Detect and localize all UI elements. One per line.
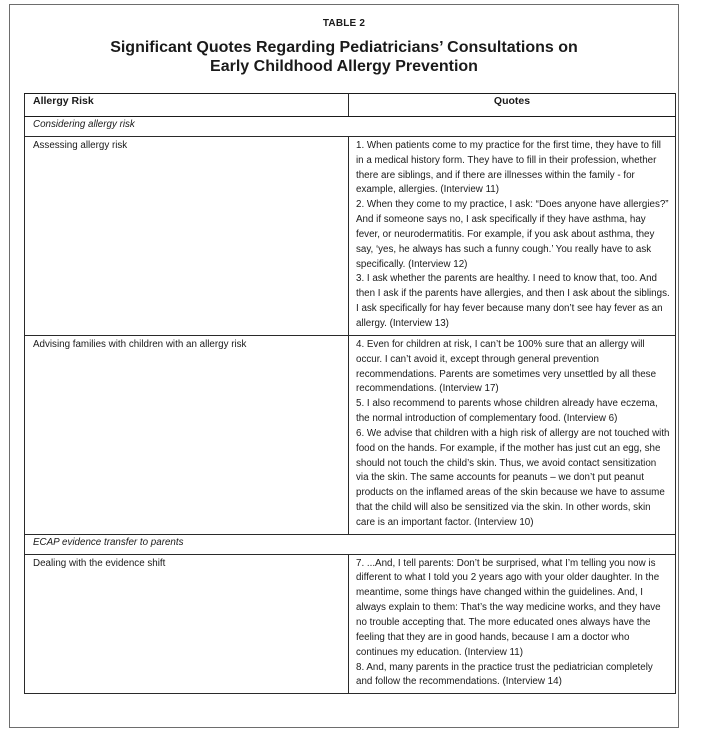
quotes-cell-assessing xyxy=(349,136,676,335)
table-title xyxy=(10,38,678,76)
quotes-cell-advising xyxy=(349,335,676,534)
table-frame xyxy=(9,4,679,728)
risk-cell-evidence-shift: Dealing with the evidence shift xyxy=(25,554,349,694)
table-row xyxy=(25,136,676,335)
quote-4: 4. Even for children at risk, I can’t be 100% sure that an allergy will occur. I can’t avoid it, except through general prevention recommendations. Parents are sometimes very unsettled by all these recommendations. (Interview 17) xyxy=(356,338,657,395)
quote-8: 8. And, many parents in the practice trust the pediatrician completely and follow the recommendations. (Interview 14) xyxy=(356,661,653,688)
quote-1: 1. When patients come to my practice for the first time, they have to fill in a medical history form. They have to fill in their profession, whether there are siblings, and if there are illnesses within the family - for example, allergies. (Interview 11) xyxy=(356,139,661,196)
quote-6: 6. We advise that children with a high risk of allergy are not touched with food on the hands. For example, if the mother has just cut an egg, she should not touch the child’s skin. Thus, we avoid contact sensitization via the skin. The same accounts for peanuts – we don’t put peanut products on the inflamed areas of the skin because we have to assume that the child will also be sensitized via the skin. In other words, skin care is an important factor. (Interview 10) xyxy=(356,427,670,528)
quote-5: 5. I also recommend to parents whose children already have eczema, the normal introduction of complementary food. (Interview 6) xyxy=(356,398,658,425)
header-row xyxy=(25,94,676,117)
column-header-quotes: Quotes xyxy=(349,94,676,117)
section-row xyxy=(25,117,676,137)
table-label: TABLE 2 xyxy=(322,18,366,29)
section-row xyxy=(25,534,676,554)
table-row xyxy=(25,335,676,534)
section-heading-ecap-evidence-transfer: ECAP evidence transfer to parents xyxy=(25,534,676,554)
table-title-line-1: Significant Quotes Regarding Pediatricians’ Consultations on xyxy=(110,39,578,56)
quotes-table xyxy=(24,93,676,694)
table-row xyxy=(25,554,676,694)
risk-cell-advising: Advising families with children with an allergy risk xyxy=(25,335,349,534)
quotes-cell-evidence-shift xyxy=(349,554,676,694)
quote-3: 3. I ask whether the parents are healthy. I need to know that, too. And then I ask if the parents have allergies, and then I ask about the siblings. I ask specifically for hay fever because many don’t see hay fever as an allergy. (Interview 13) xyxy=(356,273,670,329)
table-title-line-2: Early Childhood Allergy Prevention xyxy=(210,58,478,75)
column-header-allergy-risk: Allergy Risk xyxy=(25,94,349,117)
risk-cell-assessing: Assessing allergy risk xyxy=(25,136,349,335)
quote-7: 7. ...And, I tell parents: Don’t be surprised, what I’m telling you now is different to what I told you 2 years ago with your older daughter. In the meantime, some things have changed within the guidelines. And, I always explain to them: That’s the way medicine works, and they have no trouble accepting that. The more educated ones always have the feeling that they are in good hands, because I am a doctor who continues my education. (Interview 11) xyxy=(356,557,661,658)
section-heading-considering-allergy-risk: Considering allergy risk xyxy=(25,117,676,137)
quote-2: 2. When they come to my practice, I ask: “Does anyone have allergies?” And if someone says no, I ask specifically if they have asthma, hay fever, or neurodermatitis. For example, if you ask about asthma, they say, ‘yes, he always has such a funny cough.’ You really have to ask specifically. (Interview 12) xyxy=(356,199,669,270)
